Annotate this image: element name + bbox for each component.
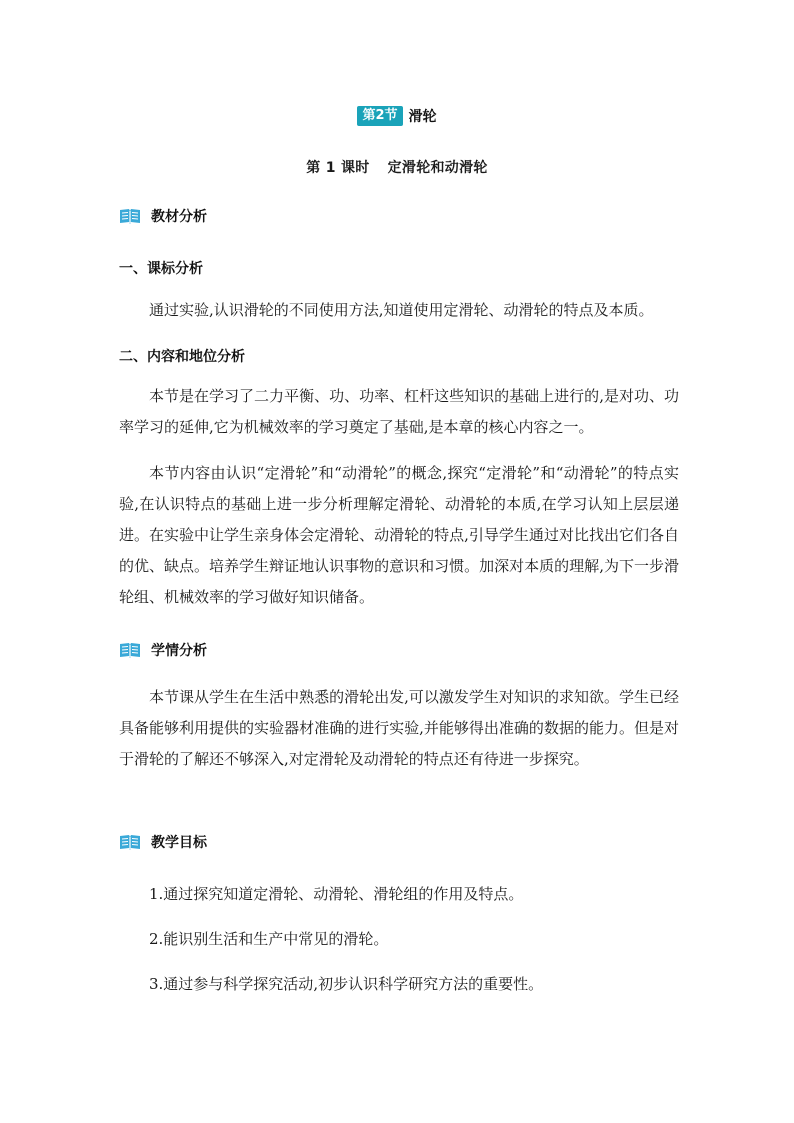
teaching-goal-item: 3.通过参与科学探究活动,初步认识科学研究方法的重要性。 (149, 975, 544, 993)
learner-analysis-heading (119, 640, 207, 660)
teaching-goal-item: 1.通过探究知道定滑轮、动滑轮、滑轮组的作用及特点。 (149, 885, 524, 903)
lesson-name: 定滑轮和动滑轮 (387, 160, 488, 176)
teaching-goal-item: 2.能识别生活和生产中常见的滑轮。 (149, 930, 389, 948)
open-book-icon (119, 832, 141, 852)
learner-analysis-label: 学情分析 (151, 643, 207, 659)
curriculum-analysis-heading: 一、课标分析 (119, 261, 203, 277)
content-analysis-heading: 二、内容和地位分析 (119, 349, 245, 365)
teaching-goals-heading (119, 832, 207, 852)
textbook-analysis-label: 教材分析 (151, 209, 207, 225)
section-badge: 第2节 (357, 106, 402, 126)
learner-analysis-text: 本节课从学生在生活中熟悉的滑轮出发,可以激发学生对知识的求知欲。学生已经具备能够利用提供的实验器材准确的进行实验,并能够得出准确的数据的能力。但是对于滑轮的了解还不够深入,对定滑轮及动滑轮的特点还有待进一步探究。 (119, 688, 679, 768)
lesson-number: 第 1 课时 (306, 160, 370, 176)
content-analysis-paragraph-1: 本节是在学习了二力平衡、功、功率、杠杆这些知识的基础上进行的,是对功、功率学习的延伸,它为机械效率的学习奠定了基础,是本章的核心内容之一。 (119, 387, 679, 436)
content-analysis-paragraph-2: 本节内容由认识“定滑轮”和“动滑轮”的概念,探究“定滑轮”和“动滑轮”的特点实验,在认识特点的基础上进一步分析理解定滑轮、动滑轮的本质,在学习认知上层层递进。在实验中让学生亲身体会定滑轮、动滑轮的特点,引导学生通过对比找出它们各自的优、缺点。培养学生辩证地认识事物的意识和习惯。加深对本质的理解,为下一步滑轮组、机械效率的学习做好知识储备。 (119, 464, 679, 606)
textbook-analysis-heading (119, 206, 207, 226)
section-header (0, 106, 794, 126)
teaching-goals-label: 教学目标 (151, 835, 207, 851)
section-title: 滑轮 (408, 109, 437, 125)
lesson-title (0, 157, 794, 177)
open-book-icon (119, 640, 141, 660)
open-book-icon (119, 206, 141, 226)
curriculum-analysis-text: 通过实验,认识滑轮的不同使用方法,知道使用定滑轮、动滑轮的特点及本质。 (149, 301, 654, 319)
